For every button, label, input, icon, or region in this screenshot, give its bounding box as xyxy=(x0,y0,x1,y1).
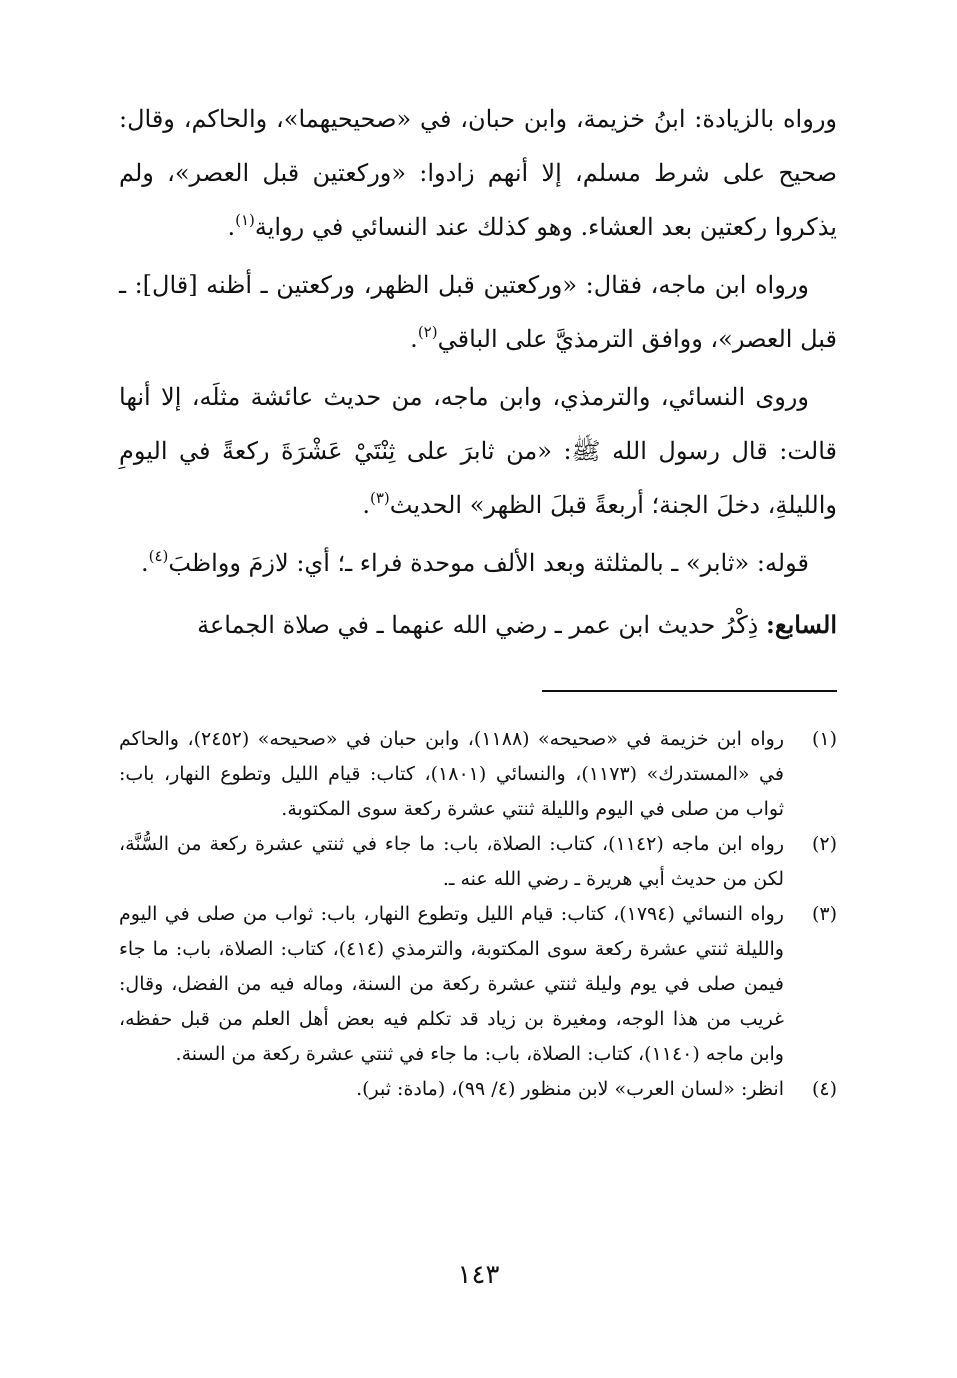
main-text xyxy=(119,92,837,652)
paragraph-2 xyxy=(119,258,837,366)
section-heading xyxy=(119,598,837,652)
footnote-4 xyxy=(119,1072,837,1107)
footnote-text: انظر: «لسان العرب» لابن منظور (٤/ ٩٩)، (مادة: ثبر). xyxy=(356,1078,784,1100)
footnote-number: (١) xyxy=(811,728,837,750)
paragraph-1-end: . xyxy=(227,213,236,241)
paragraph-4-text: قوله: «ثابر» ـ بالمثلثة وبعد الألف موحدة فراء ـ؛ أي: لازمَ وواظبَ xyxy=(168,549,809,577)
paragraph-4 xyxy=(119,536,837,590)
footnote-ref-3[interactable]: (٣) xyxy=(369,489,390,507)
footnote-ref-4[interactable]: (٤) xyxy=(148,547,169,565)
footnote-text: رواه النسائي (١٧٩٤)، كتاب: قيام الليل وتطوع النهار، باب: ثواب من صلى في اليوم والليلة ثنتي عشرة ركعة سوى المكتوبة، والترمذي (٤١٤)، كتاب: الصلاة، باب: ما جاء فيمن صلى في يوم وليلة ثنتي عشرة ركعة من السنة، وماله فيه من الفضل، وقال: غريب من هذا الوجه، ومغيرة بن زياد قد تكلم فيه بعض أهل العلم من قبل حفظه، وابن ماجه (١١٤٠)، كتاب: الصلاة، باب: ما جاء في ثنتي عشرة ركعة من السنة. xyxy=(119,903,784,1065)
page-number: ١٤٣ xyxy=(457,1260,500,1290)
footnote-divider xyxy=(542,690,837,692)
footnote-2 xyxy=(119,827,837,897)
footnote-ref-2[interactable]: (٢) xyxy=(417,323,438,341)
footnote-3 xyxy=(119,897,837,1072)
paragraph-3-text: وروى النسائي، والترمذي، وابن ماجه، من حديث عائشة مثلَه، إلا أنها قالت: قال رسول الله ﷺ: «من ثابرَ على ثِنْتَيْ عَشْرَةَ ركعةً في اليومِ والليلةِ، دخلَ الجنة؛ أربعةً قبلَ الظهر» الحديث xyxy=(119,383,837,519)
section-heading-label: السابع: xyxy=(765,610,837,639)
footnote-ref-1[interactable]: (١) xyxy=(235,211,255,229)
footnote-text: رواه ابن ماجه (١١٤٢)، كتاب: الصلاة، باب: ما جاء في ثنتي عشرة ركعة من السُّنَّة، لكن من حديث أبي هريرة ـ رضي الله عنه ـ. xyxy=(119,833,785,890)
footnote-number: (٢) xyxy=(811,833,837,855)
footnote-text: رواه ابن خزيمة في «صحيحه» (١١٨٨)، وابن حبان في «صحيحه» (٢٤٥٢)، والحاكم في «المستدرك» (١١٧٣)، والنسائي (١٨٠١)، كتاب: قيام الليل وتطوع النهار، باب: ثواب من صلى في اليوم والليلة ثنتي عشرة ركعة سوى المكتوبة. xyxy=(119,728,784,820)
paragraph-1-text: ورواه بالزيادة: ابنُ خزيمة، وابن حبان، في «صحيحيهما»، والحاكم، وقال: صحيح على شرط مسلم، إلا أنهم زادوا: «وركعتين قبل العصر»، ولم يذكروا ركعتين بعد العشاء. وهو كذلك عند النسائي في رواية xyxy=(119,105,837,241)
section-heading-text: ذِكْرُ حديث ابن عمر ـ رضي الله عنهما ـ في صلاة الجماعة xyxy=(197,611,759,639)
paragraph-3 xyxy=(119,370,837,532)
paragraph-3-end: . xyxy=(362,491,370,519)
footnote-number: (٣) xyxy=(811,903,837,925)
paragraph-1 xyxy=(119,92,837,254)
paragraph-4-end: . xyxy=(140,549,149,577)
paragraph-2-end: . xyxy=(410,325,418,353)
footnote-number: (٤) xyxy=(811,1078,837,1100)
footnote-1 xyxy=(119,722,837,827)
paragraph-2-text: ورواه ابن ماجه، فقال: «وركعتين قبل الظهر، وركعتين ـ أظنه [قال]: ـ قبل العصر»، ووافق الترمذيَّ على الباقي xyxy=(119,271,837,353)
footnotes xyxy=(119,722,837,1107)
